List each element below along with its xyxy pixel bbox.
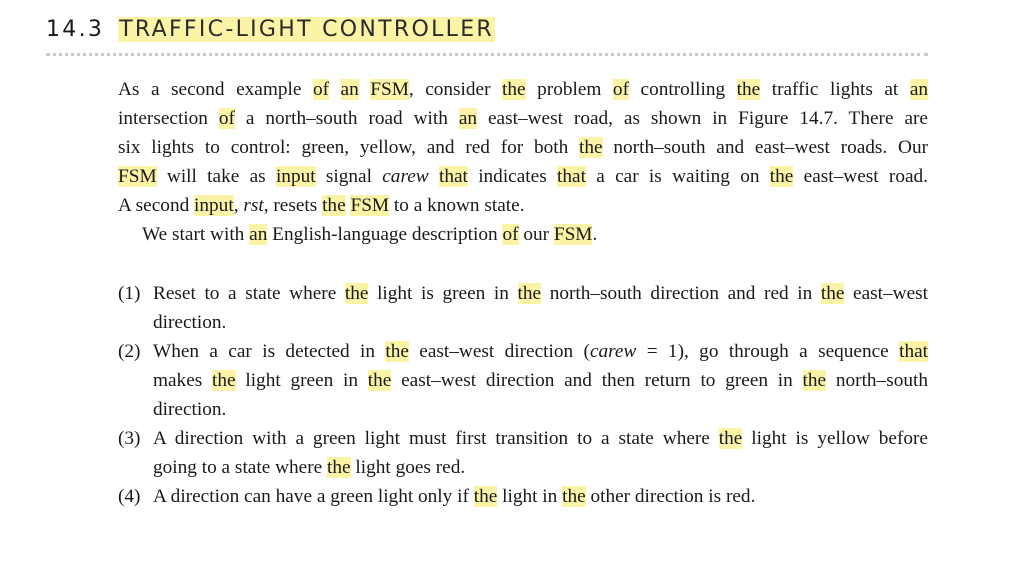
dotted-rule: [46, 53, 928, 56]
paragraph-intro: [118, 75, 928, 220]
highlighted-word: the: [473, 486, 498, 507]
highlighted-word: an: [340, 79, 359, 100]
highlighted-word: input: [194, 195, 234, 216]
highlighted-word: that: [438, 166, 468, 187]
list-marker: (2): [118, 341, 141, 362]
highlighted-word: that: [557, 166, 586, 187]
highlighted-word: the: [344, 283, 369, 304]
signal-name: carew: [382, 166, 429, 187]
text-line: A second input, rst, resets the FSM to a known state.: [118, 195, 525, 216]
highlighted-word: the: [502, 79, 526, 100]
paragraph-lead: [118, 220, 928, 249]
highlighted-word: the: [212, 370, 236, 391]
requirements-list: [118, 279, 928, 511]
highlighted-word: of: [502, 224, 519, 245]
list-marker: (4): [118, 486, 141, 507]
highlighted-word: the: [367, 370, 392, 391]
highlighted-word: the: [517, 283, 542, 304]
text-line: As a second example of an FSM, consider the problem of controlling the traffic lights at an: [118, 79, 929, 100]
highlighted-word: the: [736, 79, 761, 100]
list-item: [118, 279, 928, 337]
text-line: Reset to a state where the light is green in the north–south direction and red in the east–west: [153, 283, 929, 304]
section-number: 14.3: [46, 17, 105, 42]
highlighted-word: an: [249, 224, 268, 245]
signal-name: rst: [243, 195, 264, 216]
list-marker: (1): [118, 283, 141, 304]
highlighted-word: FSM: [118, 166, 157, 187]
highlighted-word: of: [612, 79, 629, 100]
text-line: makes the light green in the east–west direction and then return to green in the north–south: [153, 370, 928, 391]
highlighted-word: that: [899, 341, 929, 362]
highlighted-word: the: [769, 166, 794, 187]
highlighted-word: the: [718, 428, 743, 449]
highlighted-word: the: [322, 195, 346, 216]
section-heading: [46, 15, 495, 45]
list-marker: (3): [118, 428, 141, 449]
list-item: [118, 424, 928, 482]
text-line: FSM will take as input signal carew that indicates that a car is waiting on the east–west road.: [118, 166, 928, 187]
highlighted-word: an: [909, 79, 929, 100]
text-line: intersection of a north–south road with an east–west road, as shown in Figure 14.7. There are: [118, 108, 928, 129]
highlighted-word: of: [312, 79, 329, 100]
text-line: six lights to control: green, yellow, and red for both the north–south and east–west roads. Our: [118, 137, 929, 158]
section-title: TRAFFIC-LIGHT CONTROLLER: [119, 17, 495, 42]
text-line: When a car is detected in the east–west direction (carew = 1), go through a sequence that: [153, 341, 929, 362]
highlighted-word: the: [385, 341, 409, 362]
highlighted-word: the: [579, 137, 603, 158]
highlighted-word: the: [562, 486, 586, 507]
text-line: We start with an English-language description of our FSM.: [142, 224, 598, 245]
highlighted-word: input: [275, 166, 316, 187]
highlighted-word: the: [820, 283, 845, 304]
highlighted-word: the: [802, 370, 827, 391]
list-item: [118, 337, 928, 424]
signal-name: carew: [589, 341, 637, 362]
text-line: A direction with a green light must first transition to a state where the light is yellow before: [153, 428, 928, 449]
highlighted-word: the: [327, 457, 351, 478]
highlighted-word: FSM: [370, 79, 409, 100]
text-line: direction.: [153, 312, 227, 333]
text-line: A direction can have a green light only if the light in the other direction is red.: [153, 486, 756, 507]
text-line: direction.: [153, 399, 227, 420]
highlighted-word: an: [458, 108, 478, 129]
highlighted-word: of: [218, 108, 235, 129]
highlighted-word: FSM: [350, 195, 390, 216]
list-item: [118, 482, 928, 511]
highlighted-word: FSM: [553, 224, 593, 245]
text-line: going to a state where the light goes red.: [153, 457, 466, 478]
